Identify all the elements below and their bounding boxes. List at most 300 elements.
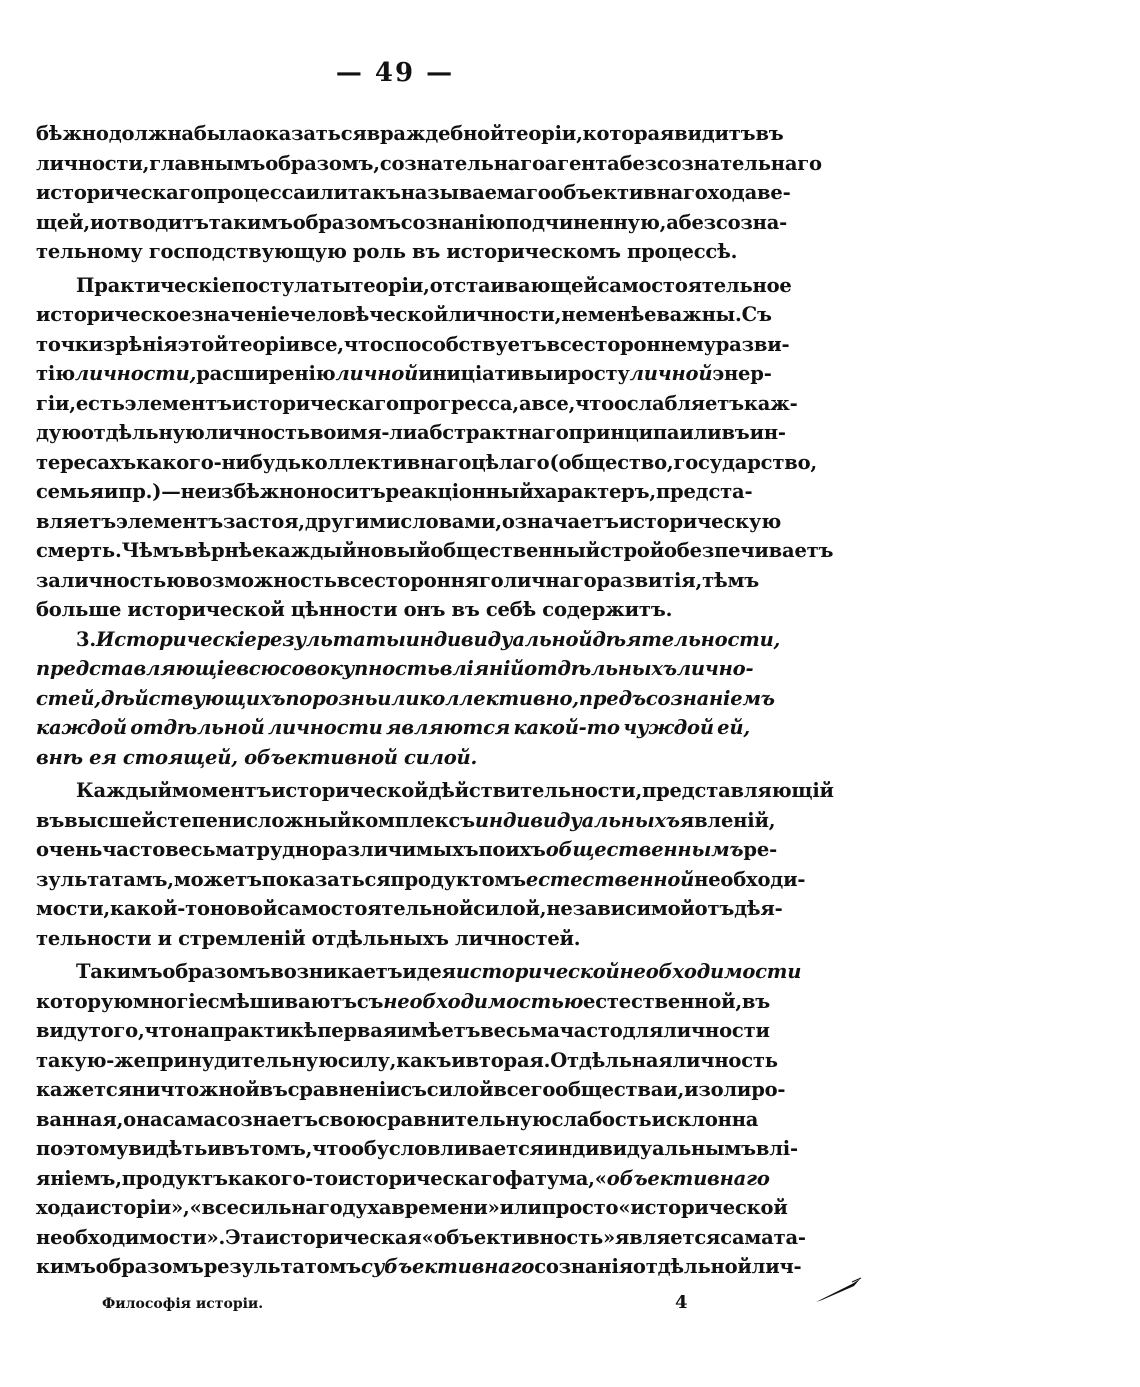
word: всесторонняго bbox=[336, 568, 504, 592]
word: весьма bbox=[480, 1019, 560, 1042]
word: Историческіе bbox=[95, 627, 257, 651]
word: индивидуальной bbox=[405, 627, 593, 651]
word: ин- bbox=[749, 421, 786, 444]
word: можетъ bbox=[173, 867, 262, 891]
word: независимой bbox=[546, 897, 695, 920]
word: мости, bbox=[36, 897, 110, 920]
word: цѣлаго bbox=[471, 450, 550, 474]
word: Практическіе bbox=[76, 273, 232, 297]
word: и bbox=[451, 1048, 466, 1072]
word: видитъ bbox=[674, 122, 756, 145]
word: или bbox=[305, 181, 348, 204]
word: предъ bbox=[578, 686, 646, 710]
text-line bbox=[36, 240, 750, 270]
word: (общество, bbox=[549, 450, 674, 474]
word: тельному bbox=[36, 240, 143, 263]
word: моментъ bbox=[171, 779, 272, 802]
word: значеніе bbox=[191, 303, 290, 326]
word: изолиро- bbox=[684, 1078, 786, 1101]
word: какого-то bbox=[227, 1166, 338, 1190]
word: постулаты bbox=[231, 273, 352, 297]
text-line bbox=[36, 1166, 770, 1197]
word: историческомъ bbox=[446, 240, 621, 263]
word: комплексъ bbox=[351, 808, 475, 832]
word: стей, bbox=[36, 686, 101, 710]
text-line bbox=[36, 480, 753, 510]
word: личной bbox=[629, 362, 713, 385]
word: ванная, bbox=[36, 1107, 124, 1131]
word: различимыхъ bbox=[321, 838, 479, 861]
word: личности, bbox=[448, 303, 562, 326]
word: реакціонный bbox=[385, 480, 534, 503]
text-line bbox=[36, 1019, 770, 1049]
word: расширенію bbox=[196, 362, 336, 385]
word: все, bbox=[300, 332, 344, 356]
text-line bbox=[36, 421, 786, 451]
word: чуждой bbox=[623, 716, 714, 739]
text-line bbox=[36, 1225, 806, 1256]
word: сама bbox=[162, 1107, 216, 1131]
page-number: — 49 — bbox=[335, 58, 455, 88]
word: совокупность bbox=[279, 657, 440, 680]
word: отдѣльной bbox=[632, 1255, 752, 1278]
word: иниціативы bbox=[418, 362, 554, 385]
text-line bbox=[36, 867, 806, 898]
text-line bbox=[36, 989, 771, 1020]
word: она bbox=[123, 1107, 163, 1131]
word: продуктъ bbox=[121, 1166, 228, 1190]
word: внѣ bbox=[36, 745, 83, 769]
word: свою bbox=[317, 1107, 376, 1131]
word: дѣятельности, bbox=[592, 627, 781, 651]
word: часто bbox=[559, 1019, 623, 1042]
word: тельности bbox=[36, 926, 152, 950]
word: что bbox=[343, 332, 383, 356]
text-line bbox=[36, 1137, 798, 1167]
text-line bbox=[36, 210, 788, 241]
word: абстрактнаго bbox=[417, 421, 569, 444]
word: очень bbox=[36, 838, 103, 861]
word: безсозна- bbox=[678, 210, 788, 234]
word: а bbox=[518, 391, 532, 415]
word: объективнаго bbox=[550, 181, 708, 204]
word: отводитъ bbox=[104, 210, 209, 234]
word: отдѣльныхъ bbox=[311, 926, 449, 950]
word: бѣжно bbox=[36, 122, 109, 145]
word: историческаго bbox=[231, 391, 399, 415]
word: историческую bbox=[618, 509, 781, 533]
word: и bbox=[553, 362, 568, 385]
word: есть bbox=[75, 391, 125, 415]
word: способствуетъ bbox=[382, 332, 547, 356]
word: виду bbox=[36, 1019, 89, 1042]
word: «исторической bbox=[618, 1196, 788, 1219]
word: историческаго bbox=[36, 181, 204, 204]
word: возникаетъ bbox=[270, 960, 403, 983]
word: представляющіе bbox=[36, 657, 237, 680]
word: застоя, bbox=[223, 509, 305, 533]
word: представляющій bbox=[642, 779, 834, 802]
word: теоріи bbox=[228, 332, 301, 356]
word: сложный bbox=[246, 808, 352, 832]
text-line bbox=[36, 1196, 788, 1226]
word: ей, bbox=[717, 716, 750, 739]
word: личностей. bbox=[455, 926, 581, 950]
word: личности, bbox=[36, 151, 150, 175]
word: тѣмъ bbox=[702, 568, 759, 592]
word: прогресса, bbox=[398, 391, 519, 415]
word: элементъ bbox=[124, 391, 232, 415]
word: имя-ли bbox=[336, 421, 418, 444]
word: слабость bbox=[551, 1107, 652, 1131]
word: является bbox=[614, 1225, 721, 1249]
text-line bbox=[36, 927, 750, 957]
word: принудительную bbox=[145, 1048, 338, 1072]
word: этой bbox=[177, 332, 229, 356]
word: цѣнности bbox=[290, 598, 398, 621]
word: агента bbox=[544, 151, 620, 175]
word: ре- bbox=[743, 838, 777, 861]
word: Съ bbox=[741, 303, 772, 326]
word: дѣя- bbox=[734, 897, 783, 920]
word: коллективно, bbox=[419, 686, 579, 710]
word: многіе bbox=[132, 989, 208, 1013]
word: личность bbox=[672, 1048, 778, 1072]
word: каж- bbox=[743, 391, 798, 415]
word: результаты bbox=[256, 627, 406, 651]
text-line bbox=[36, 598, 750, 628]
word: предста- bbox=[655, 480, 753, 503]
word: порознь bbox=[285, 686, 378, 710]
word: Чѣмъ bbox=[121, 539, 185, 562]
word: себѣ bbox=[485, 598, 537, 621]
word: необходимости bbox=[619, 960, 802, 983]
word: отстаивающей bbox=[429, 273, 598, 297]
word: какой-то bbox=[109, 897, 210, 920]
word: враждебной bbox=[366, 122, 505, 145]
word: естественной, bbox=[583, 989, 742, 1013]
word: или bbox=[679, 421, 722, 444]
word: должна bbox=[108, 122, 194, 145]
word: вляетъ bbox=[36, 509, 116, 533]
word: процесса bbox=[203, 181, 306, 204]
word: строй bbox=[599, 539, 664, 562]
word: въ bbox=[755, 122, 784, 145]
word: сознательнаго bbox=[379, 151, 545, 175]
word: щей, bbox=[36, 210, 90, 234]
text-line bbox=[36, 808, 776, 839]
word: содержитъ. bbox=[542, 598, 673, 621]
word: томъ, bbox=[249, 1137, 313, 1160]
word: исторической bbox=[127, 598, 285, 621]
word: общественнымъ bbox=[545, 838, 744, 861]
word: съ bbox=[356, 989, 384, 1013]
word: «объективность» bbox=[421, 1225, 615, 1249]
word: и bbox=[89, 210, 105, 234]
word: показаться bbox=[261, 867, 391, 891]
word: въ bbox=[721, 421, 750, 444]
word: каждый bbox=[264, 539, 357, 562]
word: дую bbox=[36, 421, 81, 444]
word: естественной bbox=[525, 867, 695, 891]
word: ея bbox=[89, 745, 117, 769]
word: духа bbox=[342, 1196, 392, 1219]
text-line bbox=[36, 151, 822, 182]
word: всю bbox=[236, 657, 280, 680]
text-line bbox=[36, 362, 772, 392]
word: ослабляетъ bbox=[613, 391, 744, 415]
word: менѣе bbox=[587, 303, 657, 326]
text-line bbox=[36, 539, 834, 569]
word: видѣть bbox=[128, 1137, 208, 1160]
word: и bbox=[157, 926, 172, 950]
word: «всесильнаго bbox=[189, 1196, 343, 1219]
word: просто bbox=[541, 1196, 619, 1219]
word: важны. bbox=[656, 303, 742, 326]
word: которую bbox=[36, 989, 133, 1013]
text-line bbox=[36, 779, 834, 809]
word: исторіи», bbox=[85, 1196, 190, 1219]
word: теоріи, bbox=[504, 122, 583, 145]
word: необходи- bbox=[694, 867, 806, 891]
word: характеръ, bbox=[533, 480, 656, 503]
word: явленій, bbox=[679, 808, 776, 832]
word: общества bbox=[555, 1078, 664, 1101]
text-line bbox=[36, 568, 759, 599]
word: сравненіи bbox=[287, 1078, 401, 1101]
word: историческое bbox=[36, 303, 192, 326]
word: все, bbox=[531, 391, 576, 415]
word: господствующую bbox=[148, 240, 347, 263]
word: такимъ bbox=[208, 210, 293, 234]
word: всестороннему bbox=[546, 332, 716, 356]
word: въ bbox=[451, 598, 480, 621]
word: склонна bbox=[665, 1107, 759, 1131]
word: хода bbox=[707, 181, 758, 204]
word: того, bbox=[88, 1019, 145, 1042]
word: сознаетъ bbox=[215, 1107, 318, 1131]
body-text bbox=[36, 122, 834, 1285]
word: идея bbox=[402, 960, 456, 983]
word: съ bbox=[400, 1078, 427, 1101]
word: смерть. bbox=[36, 539, 122, 562]
text-line bbox=[36, 627, 781, 658]
word: за bbox=[36, 568, 61, 592]
word: вторая. bbox=[465, 1048, 551, 1072]
word: первая bbox=[317, 1019, 397, 1042]
word: высшей bbox=[64, 808, 156, 832]
word: и, bbox=[663, 1078, 685, 1101]
word: субъективнаго bbox=[360, 1255, 535, 1278]
word: самостоятельной bbox=[277, 897, 474, 920]
word: пр.) bbox=[118, 480, 162, 503]
word: тію bbox=[36, 362, 75, 385]
word: являются bbox=[386, 716, 511, 739]
word: силой. bbox=[404, 745, 478, 769]
word: по bbox=[478, 838, 506, 861]
word: что bbox=[575, 391, 614, 415]
word: поэтому bbox=[36, 1137, 129, 1160]
word: больше bbox=[36, 598, 122, 621]
text-line bbox=[36, 181, 791, 211]
word: носитъ bbox=[306, 480, 386, 503]
word: историческая bbox=[264, 1225, 422, 1249]
word: и bbox=[103, 480, 119, 503]
word: — bbox=[161, 480, 181, 503]
word: что bbox=[312, 1137, 352, 1160]
word: обезпечиваетъ bbox=[664, 539, 834, 562]
word: кажется bbox=[36, 1078, 132, 1101]
word: образомъ bbox=[292, 210, 401, 234]
word: тересахъ bbox=[36, 450, 137, 474]
word: сама bbox=[720, 1225, 774, 1249]
word: фатума, bbox=[505, 1166, 595, 1190]
word: и bbox=[207, 1137, 222, 1160]
text-line bbox=[36, 122, 784, 152]
word: неизбѣжно bbox=[180, 480, 307, 503]
word: обусловливается bbox=[351, 1137, 544, 1160]
word: новой bbox=[209, 897, 278, 920]
word: для bbox=[622, 1019, 664, 1042]
word: личнаго bbox=[503, 568, 597, 592]
word: каждой bbox=[36, 716, 127, 739]
text-line bbox=[36, 450, 817, 481]
text-line bbox=[36, 273, 792, 304]
word: личности bbox=[663, 1019, 770, 1042]
word: ве- bbox=[757, 181, 791, 204]
word: личной bbox=[335, 362, 419, 385]
word: силой, bbox=[473, 897, 547, 920]
word: Эта bbox=[225, 1225, 265, 1249]
word: индивидуальнымъ bbox=[543, 1137, 756, 1160]
word: точки bbox=[36, 332, 103, 356]
word: самостоятельное bbox=[597, 273, 792, 297]
text-line bbox=[36, 746, 750, 776]
word: личность bbox=[204, 421, 310, 444]
word: личности bbox=[267, 716, 383, 739]
word: лич- bbox=[751, 1255, 802, 1278]
word: возможность bbox=[185, 568, 337, 592]
word: называемаго bbox=[400, 181, 551, 204]
word: человѣческой bbox=[289, 303, 449, 326]
word: отдѣльную bbox=[80, 421, 205, 444]
word: ихъ bbox=[505, 838, 546, 861]
text-line bbox=[36, 657, 754, 687]
word: а bbox=[666, 210, 679, 234]
word: не bbox=[561, 303, 588, 326]
word: принципа bbox=[568, 421, 680, 444]
word: образомъ bbox=[95, 1255, 204, 1278]
word: другими bbox=[304, 509, 401, 533]
word: которая bbox=[582, 122, 675, 145]
word: времени» bbox=[391, 1196, 500, 1219]
word: Такимъ bbox=[76, 960, 163, 983]
word: влі- bbox=[755, 1137, 798, 1160]
word: отдѣльныхъ bbox=[524, 657, 677, 680]
text-line bbox=[36, 838, 777, 868]
word: историческаго bbox=[337, 1166, 506, 1190]
word: вѣрнѣе bbox=[184, 539, 265, 562]
text-line bbox=[36, 1255, 802, 1285]
word: силу, bbox=[337, 1048, 397, 1072]
word: лично- bbox=[676, 657, 754, 680]
word: сравнительную bbox=[375, 1107, 552, 1131]
word: дѣйствительности, bbox=[428, 779, 643, 802]
word: какъ bbox=[396, 1048, 452, 1072]
word: семья bbox=[36, 480, 104, 503]
word: ничтожной bbox=[131, 1078, 260, 1101]
word: гіи, bbox=[36, 391, 76, 415]
word: практикѣ bbox=[209, 1019, 318, 1042]
word: образомъ, bbox=[265, 151, 380, 175]
word: результатомъ bbox=[203, 1255, 361, 1278]
word: въ bbox=[411, 240, 441, 263]
word: въ bbox=[259, 1078, 288, 1101]
word: на bbox=[183, 1019, 210, 1042]
word: Отдѣльная bbox=[550, 1048, 673, 1072]
word: что bbox=[144, 1019, 184, 1042]
word: стремленій bbox=[178, 926, 306, 950]
word: необходимостью bbox=[383, 989, 584, 1013]
word: личностью bbox=[60, 568, 186, 592]
word: сознанія bbox=[534, 1255, 633, 1278]
word: разви- bbox=[715, 332, 790, 356]
word: 3. bbox=[76, 627, 96, 651]
word: означаетъ bbox=[501, 509, 619, 533]
word: исторической bbox=[271, 779, 429, 802]
word: объективной bbox=[244, 745, 398, 769]
word: стоящей, bbox=[122, 745, 238, 769]
word: какого-нибудь bbox=[136, 450, 301, 474]
word: росту bbox=[567, 362, 630, 385]
word: весьма bbox=[165, 838, 245, 861]
word: исторической bbox=[455, 960, 620, 983]
word: государство, bbox=[673, 450, 817, 474]
word: личности, bbox=[74, 362, 197, 385]
word: такъ bbox=[347, 181, 401, 204]
text-line bbox=[36, 686, 775, 717]
text-line bbox=[36, 1107, 759, 1138]
word: подчиненную, bbox=[505, 210, 667, 234]
word: въ bbox=[741, 989, 771, 1013]
word: элементъ bbox=[115, 509, 224, 533]
word: яніемъ, bbox=[36, 1166, 122, 1190]
word: новый bbox=[356, 539, 431, 562]
word: зультатамъ, bbox=[36, 867, 174, 891]
word: общественный bbox=[430, 539, 600, 562]
word: имѣетъ bbox=[396, 1019, 481, 1042]
word: зрѣнія bbox=[102, 332, 178, 356]
word: часто bbox=[102, 838, 166, 861]
word: хода bbox=[36, 1196, 86, 1219]
word: во bbox=[309, 421, 337, 444]
word: дѣйствующихъ bbox=[100, 686, 286, 710]
text-line bbox=[36, 1078, 786, 1108]
word: оказаться bbox=[251, 122, 367, 145]
word: коллективнаго bbox=[300, 450, 472, 474]
word: силой bbox=[426, 1078, 494, 1101]
word: онъ bbox=[403, 598, 446, 621]
word: процессѣ. bbox=[627, 240, 738, 263]
text-line bbox=[36, 332, 790, 363]
word: или bbox=[499, 1196, 542, 1219]
word: отъ bbox=[694, 897, 735, 920]
word: «объективнаго bbox=[594, 1166, 770, 1190]
word: та- bbox=[773, 1225, 806, 1249]
word: вліяній bbox=[439, 657, 525, 680]
word: теоріи, bbox=[351, 273, 430, 297]
word: сознанію bbox=[400, 210, 506, 234]
